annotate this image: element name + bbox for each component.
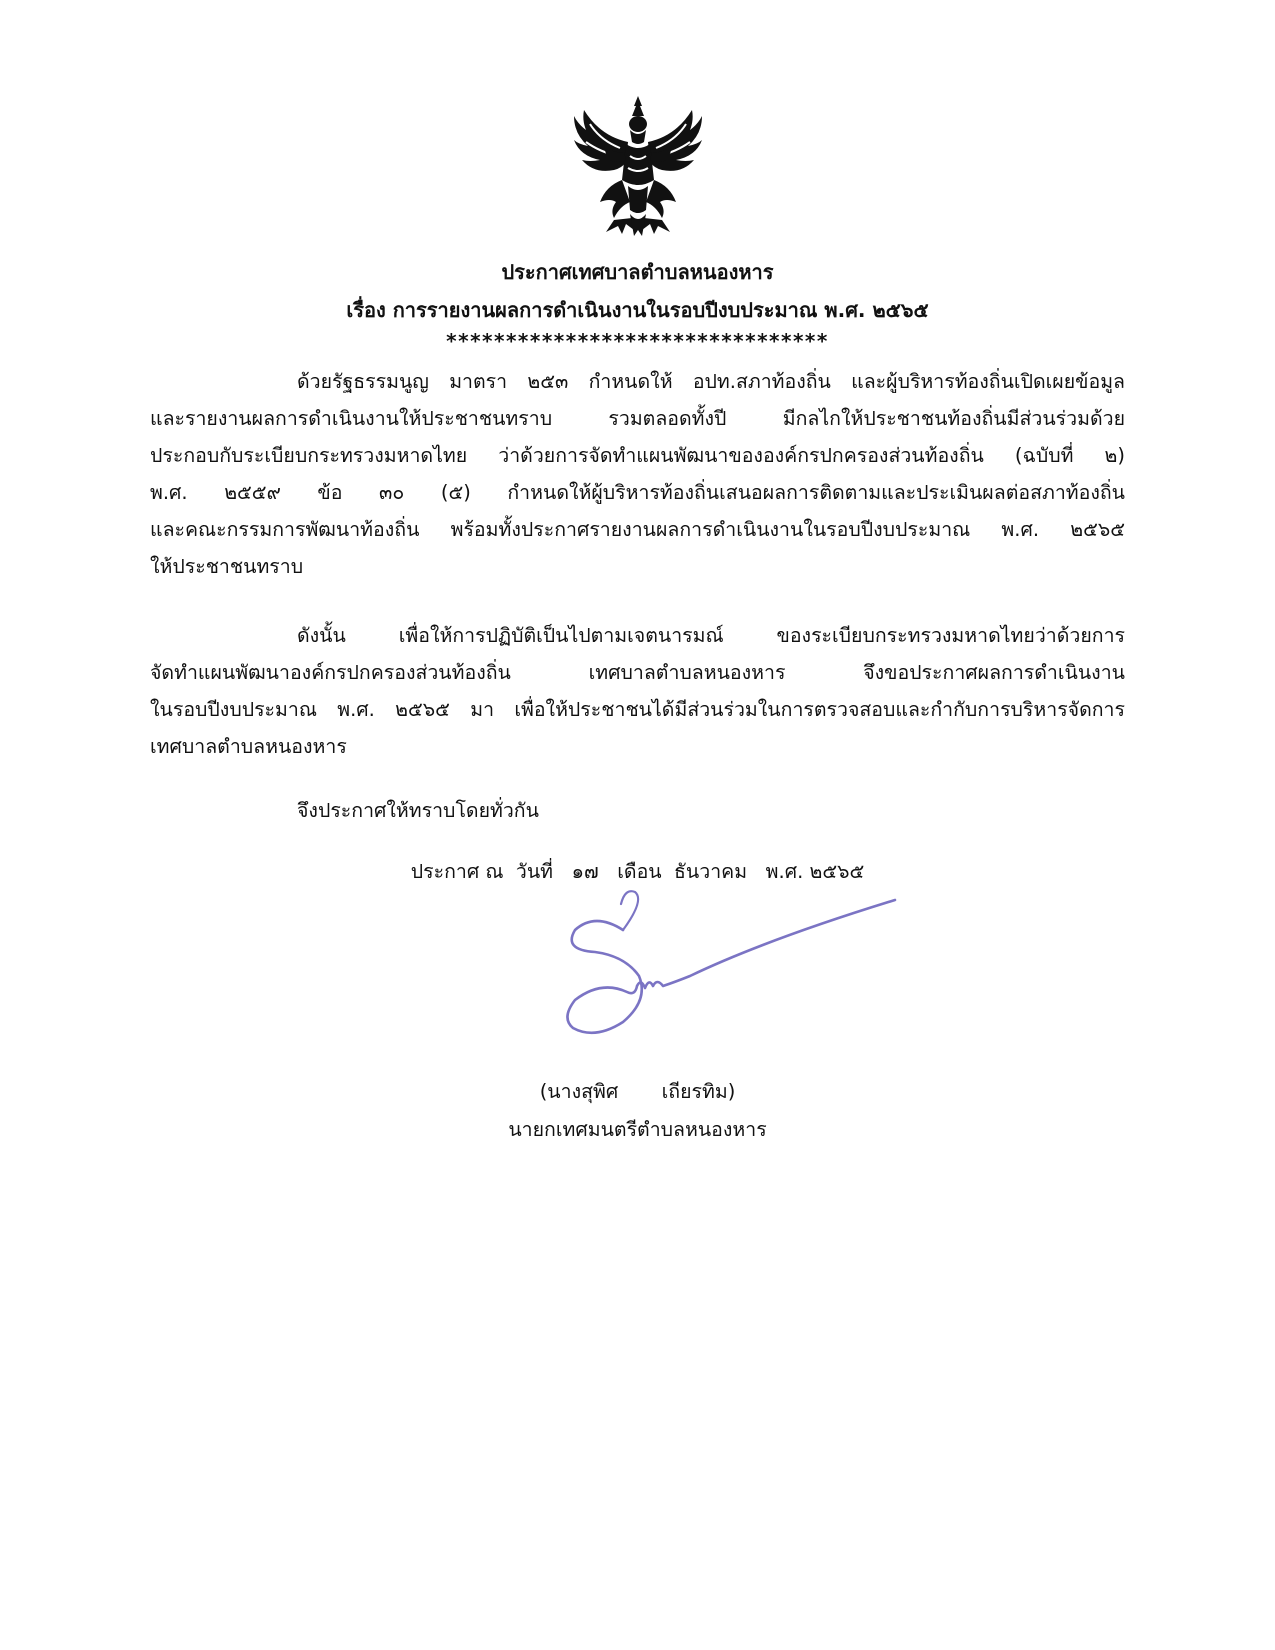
paragraph-line: พ.ศ. ๒๕๕๙ ข้อ ๓๐ (๕) กำหนดให้ผู้บริหารท้องถิ่นเสนอผลการติดตามและประเมินผลต่อสภาท้องถิ่น — [150, 481, 1125, 504]
signer-position: นายกเทศมนตรีตำบลหนองหาร — [508, 1118, 767, 1141]
paragraph-line: และรายงานผลการดำเนินงานให้ประชาชนทราบ รวมตลอดทั้งปี มีกลไกให้ประชาชนท้องถิ่นมีส่วนร่วมด้วย — [150, 407, 1125, 430]
paragraph-line: ให้ประชาชนทราบ — [150, 555, 304, 578]
paragraph-line: จัดทำแผนพัฒนาองค์กรปกครองส่วนท้องถิ่น เทศบาลตำบลหนองหาร จึงขอประกาศผลการดำเนินงาน — [150, 661, 1125, 684]
paragraph-announcement — [150, 617, 1125, 765]
closing-statement: จึงประกาศให้ทราบโดยทั่วกัน — [297, 799, 539, 822]
announcement-date: ประกาศ ณ วันที่ ๑๗ เดือน ธันวาคม พ.ศ. ๒๕๖๕ — [410, 860, 865, 883]
paragraph-line: ประกอบกับระเบียบกระทรวงมหาดไทย ว่าด้วยการจัดทำแผนพัฒนาขององค์กรปกครองส่วนท้องถิ่น (ฉบับที่ ๒) — [150, 444, 1125, 467]
paragraph-line: ในรอบปีงบประมาณ พ.ศ. ๒๕๖๕ มา เพื่อให้ประชาชนได้มีส่วนร่วมในการตรวจสอบและกำกับการบริหารจัดการ — [150, 698, 1125, 721]
announcement-subject: เรื่อง การรายงานผลการดำเนินงานในรอบปีงบประมาณ พ.ศ. ๒๕๖๕ — [346, 298, 929, 322]
paragraph-line: เทศบาลตำบลหนองหาร — [150, 735, 347, 758]
title-separator: ******************************** — [446, 329, 829, 353]
paragraph-line: และคณะกรรมการพัฒนาท้องถิ่น พร้อมทั้งประกาศรายงานผลการดำเนินงานในรอบปีงบประมาณ พ.ศ. ๒๕๖๕ — [150, 518, 1125, 541]
announcement-title: ประกาศเทศบาลตำบลหนองหาร — [501, 260, 774, 284]
signer-name: (นางสุพิศ เถียรทิม) — [539, 1080, 736, 1103]
signature-image — [565, 890, 945, 1060]
paragraph-line: ด้วยรัฐธรรมนูญ มาตรา ๒๕๓ กำหนดให้ อปท.สภาท้องถิ่น และผู้บริหารท้องถิ่นเปิดเผยข้อมูล — [297, 370, 1125, 393]
paragraph-line: ดังนั้น เพื่อให้การปฏิบัติเป็นไปตามเจตนารมณ์ ของระเบียบกระทรวงมหาดไทยว่าด้วยการ — [297, 624, 1125, 647]
garuda-emblem-icon — [570, 90, 706, 240]
paragraph-legal-basis — [150, 363, 1125, 585]
